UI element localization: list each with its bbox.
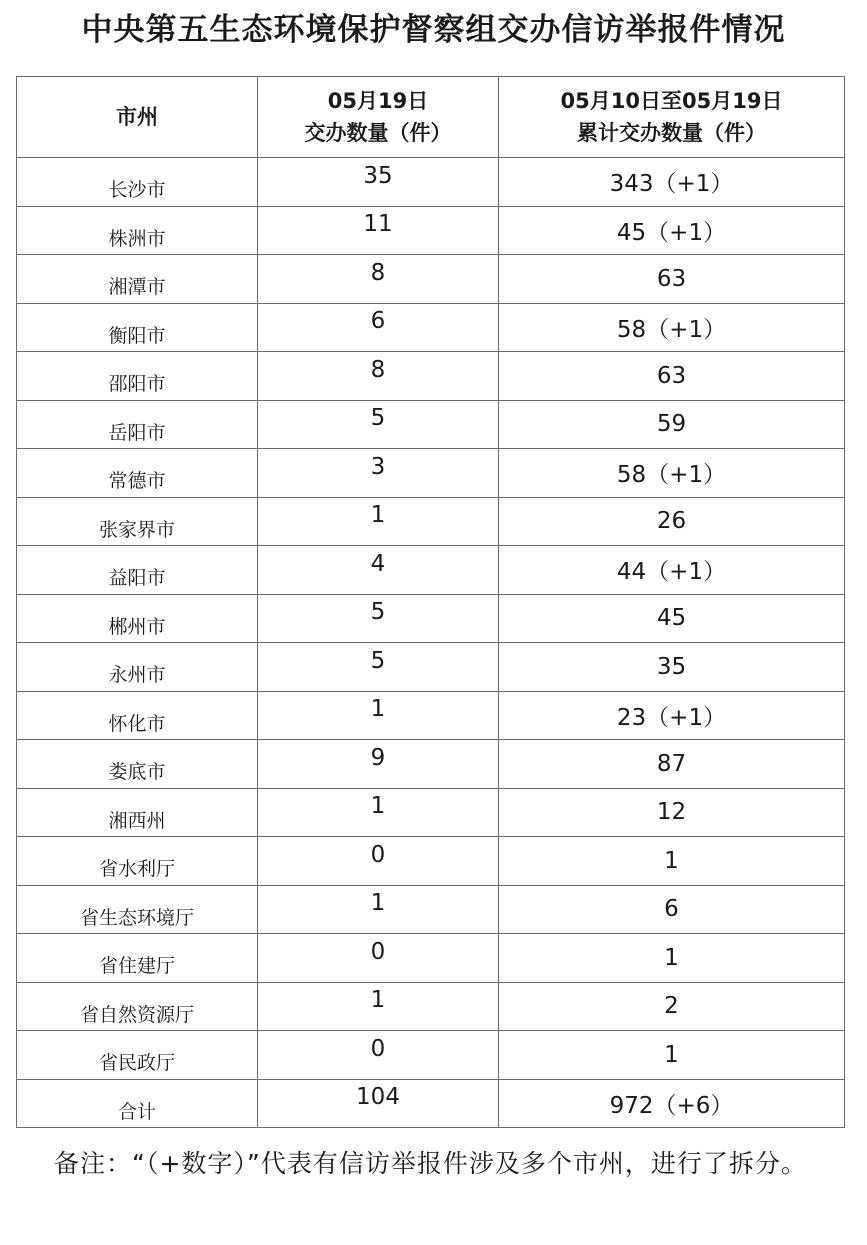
cell-city bbox=[17, 885, 258, 934]
table-row bbox=[17, 497, 845, 546]
cell-city bbox=[17, 934, 258, 983]
header-total bbox=[499, 77, 845, 158]
total-count: 26 bbox=[656, 508, 687, 535]
table-row bbox=[17, 546, 845, 595]
cell-daily bbox=[258, 982, 499, 1031]
table-row bbox=[17, 643, 845, 692]
cell-city bbox=[17, 1079, 258, 1128]
daily-count: 5 bbox=[370, 405, 386, 432]
cell-city bbox=[17, 303, 258, 352]
cell-total bbox=[499, 158, 845, 207]
cell-daily bbox=[258, 1031, 499, 1080]
cell-city bbox=[17, 643, 258, 692]
cell-daily bbox=[258, 158, 499, 207]
cell-total bbox=[499, 400, 845, 449]
cell-daily bbox=[258, 352, 499, 401]
daily-count: 1 bbox=[370, 987, 386, 1014]
table-row bbox=[17, 837, 845, 886]
city-name: 邵阳市 bbox=[108, 373, 166, 396]
daily-count: 104 bbox=[356, 1084, 400, 1111]
cell-total bbox=[499, 497, 845, 546]
city-name: 省生态环境厅 bbox=[79, 906, 194, 929]
cell-daily bbox=[258, 788, 499, 837]
cell-daily bbox=[258, 449, 499, 498]
daily-count: 0 bbox=[370, 1035, 386, 1062]
total-count: 1 bbox=[664, 847, 679, 874]
cell-total bbox=[499, 206, 845, 255]
cell-daily bbox=[258, 691, 499, 740]
total-count: 23（+1） bbox=[616, 704, 727, 731]
cell-total bbox=[499, 934, 845, 983]
city-name: 湘西州 bbox=[108, 809, 166, 832]
cell-city bbox=[17, 788, 258, 837]
city-name: 益阳市 bbox=[108, 567, 166, 590]
total-count: 63 bbox=[656, 265, 687, 292]
table-total-row bbox=[17, 1079, 845, 1128]
total-count: 45 bbox=[656, 605, 687, 632]
daily-count: 1 bbox=[370, 696, 386, 723]
cell-daily bbox=[258, 497, 499, 546]
cell-city bbox=[17, 497, 258, 546]
daily-count: 5 bbox=[370, 647, 386, 674]
city-name: 长沙市 bbox=[108, 179, 166, 202]
cell-city bbox=[17, 255, 258, 304]
city-name: 张家界市 bbox=[98, 518, 175, 541]
table-row bbox=[17, 255, 845, 304]
table-row bbox=[17, 400, 845, 449]
cell-daily bbox=[258, 885, 499, 934]
total-count: 58（+1） bbox=[616, 316, 727, 343]
total-count: 87 bbox=[656, 750, 687, 777]
total-count: 1 bbox=[664, 1041, 679, 1068]
cell-daily bbox=[258, 206, 499, 255]
daily-count: 0 bbox=[370, 841, 386, 868]
daily-count: 3 bbox=[370, 453, 386, 480]
cell-city bbox=[17, 1031, 258, 1080]
table-row bbox=[17, 740, 845, 789]
total-count: 343（+1） bbox=[609, 171, 734, 198]
cell-city bbox=[17, 837, 258, 886]
cell-total bbox=[499, 546, 845, 595]
cell-city bbox=[17, 352, 258, 401]
city-name: 株洲市 bbox=[108, 227, 166, 250]
table-header-row bbox=[17, 77, 845, 158]
city-name: 省自然资源厅 bbox=[79, 1003, 194, 1026]
daily-count: 6 bbox=[370, 308, 386, 335]
cell-city bbox=[17, 691, 258, 740]
total-count: 1 bbox=[664, 944, 679, 971]
cell-daily bbox=[258, 1079, 499, 1128]
cell-city bbox=[17, 449, 258, 498]
cell-daily bbox=[258, 400, 499, 449]
header-daily bbox=[258, 77, 499, 158]
header-daily-date: 05月19日 bbox=[327, 89, 429, 113]
city-name: 岳阳市 bbox=[108, 421, 166, 444]
cell-total bbox=[499, 643, 845, 692]
total-count: 6 bbox=[664, 896, 679, 923]
cell-city bbox=[17, 594, 258, 643]
cell-total bbox=[499, 449, 845, 498]
city-name: 合计 bbox=[117, 1100, 156, 1123]
table-row bbox=[17, 303, 845, 352]
city-name: 娄底市 bbox=[108, 761, 166, 784]
total-count: 45（+1） bbox=[616, 219, 727, 246]
cell-total bbox=[499, 982, 845, 1031]
cell-total bbox=[499, 255, 845, 304]
cell-city bbox=[17, 158, 258, 207]
cell-total bbox=[499, 691, 845, 740]
city-name: 常德市 bbox=[108, 470, 166, 493]
total-count: 58（+1） bbox=[616, 462, 727, 489]
daily-count: 1 bbox=[370, 793, 386, 820]
table-row bbox=[17, 158, 845, 207]
header-city bbox=[17, 77, 258, 158]
cell-total bbox=[499, 740, 845, 789]
total-count: 35 bbox=[656, 653, 687, 680]
total-count: 63 bbox=[656, 362, 687, 389]
cell-daily bbox=[258, 255, 499, 304]
total-count: 44（+1） bbox=[616, 559, 727, 586]
cell-total bbox=[499, 1031, 845, 1080]
daily-count: 5 bbox=[370, 599, 386, 626]
city-name: 湘潭市 bbox=[108, 276, 166, 299]
daily-count: 1 bbox=[370, 502, 386, 529]
page-title: 中央第五生态环境保护督察组交办信访举报件情况 bbox=[81, 12, 786, 48]
cell-total bbox=[499, 352, 845, 401]
header-total-label: 累计交办数量（件） bbox=[577, 121, 766, 145]
city-name: 省水利厅 bbox=[98, 858, 175, 881]
cell-daily bbox=[258, 546, 499, 595]
cell-total bbox=[499, 837, 845, 886]
table-row bbox=[17, 691, 845, 740]
table-row bbox=[17, 594, 845, 643]
city-name: 省民政厅 bbox=[98, 1052, 175, 1075]
cell-daily bbox=[258, 643, 499, 692]
city-name: 衡阳市 bbox=[108, 324, 166, 347]
cell-total bbox=[499, 1079, 845, 1128]
total-count: 12 bbox=[656, 799, 687, 826]
cell-city bbox=[17, 740, 258, 789]
total-count: 972（+6） bbox=[609, 1092, 734, 1119]
city-name: 郴州市 bbox=[108, 615, 166, 638]
cell-total bbox=[499, 594, 845, 643]
daily-count: 1 bbox=[370, 890, 386, 917]
daily-count: 4 bbox=[370, 550, 386, 577]
total-count: 59 bbox=[656, 411, 687, 438]
cell-total bbox=[499, 885, 845, 934]
table-row bbox=[17, 885, 845, 934]
daily-count: 0 bbox=[370, 938, 386, 965]
table-row bbox=[17, 449, 845, 498]
daily-count: 11 bbox=[363, 211, 393, 238]
header-total-range: 05月10日至05月19日 bbox=[560, 89, 783, 113]
header-daily-label: 交办数量（件） bbox=[304, 121, 452, 145]
cell-daily bbox=[258, 837, 499, 886]
complaints-table bbox=[16, 76, 845, 1128]
cell-total bbox=[499, 303, 845, 352]
footnote: 备注：“（+数字）”代表有信访举报件涉及多个市州，进行了拆分。 bbox=[54, 1149, 807, 1178]
header-city-label: 市州 bbox=[116, 105, 158, 129]
daily-count: 9 bbox=[370, 744, 386, 771]
table-row bbox=[17, 788, 845, 837]
city-name: 省住建厅 bbox=[98, 955, 175, 978]
cell-daily bbox=[258, 594, 499, 643]
total-count: 2 bbox=[664, 993, 679, 1020]
cell-city bbox=[17, 400, 258, 449]
table-row bbox=[17, 934, 845, 983]
cell-city bbox=[17, 982, 258, 1031]
cell-city bbox=[17, 206, 258, 255]
daily-count: 8 bbox=[370, 356, 386, 383]
daily-count: 8 bbox=[370, 259, 386, 286]
daily-count: 35 bbox=[363, 162, 393, 189]
city-name: 永州市 bbox=[108, 664, 166, 687]
cell-total bbox=[499, 788, 845, 837]
table-row bbox=[17, 1031, 845, 1080]
cell-daily bbox=[258, 740, 499, 789]
cell-city bbox=[17, 546, 258, 595]
cell-daily bbox=[258, 934, 499, 983]
cell-daily bbox=[258, 303, 499, 352]
table-body bbox=[17, 158, 845, 1128]
table-row bbox=[17, 206, 845, 255]
table-row bbox=[17, 982, 845, 1031]
city-name: 怀化市 bbox=[108, 712, 166, 735]
table-row bbox=[17, 352, 845, 401]
